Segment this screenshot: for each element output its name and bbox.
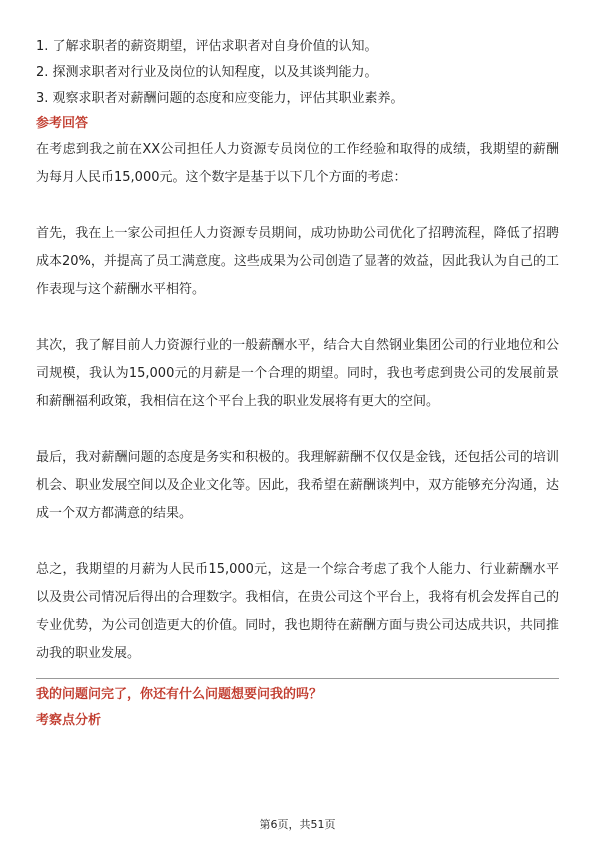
section-divider (36, 678, 559, 679)
analysis-heading: 考察点分析 (36, 713, 102, 728)
answer-paragraph: 其次，我了解目前人力资源行业的一般薪酬水平，结合大自然钢业集团公司的行业地位和公司规模，我认为15,000元的月薪是一个合理的期望。同时，我也考虑到贵公司的发展前景和薪酬福利政策，我相信在这个平台上我的职业发展将有更大的空间。 (36, 338, 559, 409)
page-footer: 第6页，共51页 (259, 818, 336, 831)
answer-paragraph: 总之，我期望的月薪为人民币15,000元，这是一个综合考虑了我个人能力、行业薪酬水平以及贵公司情况后得出的合理数字。我相信，在贵公司这个平台上，我将有机会发挥自己的专业优势，为公司创造更大的价值。同时，我也期待在薪酬方面与贵公司达成共识，共同推动我的职业发展。 (36, 562, 559, 661)
answer-paragraph: 在考虑到我之前在XX公司担任人力资源专员岗位的工作经验和取得的成绩，我期望的薪酬为每月人民币15,000元。这个数字是基于以下几个方面的考虑： (36, 142, 559, 185)
reference-heading: 参考回答 (36, 116, 89, 131)
next-question: 我的问题问完了，你还有什么问题想要问我的吗？ (36, 687, 323, 702)
list-item: 3. 观察求职者对薪酬问题的态度和应变能力，评估其职业素养。 (36, 91, 404, 106)
answer-paragraph: 首先，我在上一家公司担任人力资源专员期间，成功协助公司优化了招聘流程，降低了招聘成本20%，并提高了员工满意度。这些成果为公司创造了显著的效益，因此我认为自己的工作表现与这个薪酬水平相符。 (36, 226, 559, 297)
page-content (36, 34, 559, 733)
list-item: 1. 了解求职者的薪资期望，评估求职者对自身价值的认知。 (36, 39, 378, 54)
answer-paragraph: 最后，我对薪酬问题的态度是务实和积极的。我理解薪酬不仅仅是金钱，还包括公司的培训机会、职业发展空间以及企业文化等。因此，我希望在薪酬谈判中，双方能够充分沟通，达成一个双方都满意的结果。 (36, 450, 559, 521)
list-item: 2. 探测求职者对行业及岗位的认知程度，以及其谈判能力。 (36, 65, 378, 80)
